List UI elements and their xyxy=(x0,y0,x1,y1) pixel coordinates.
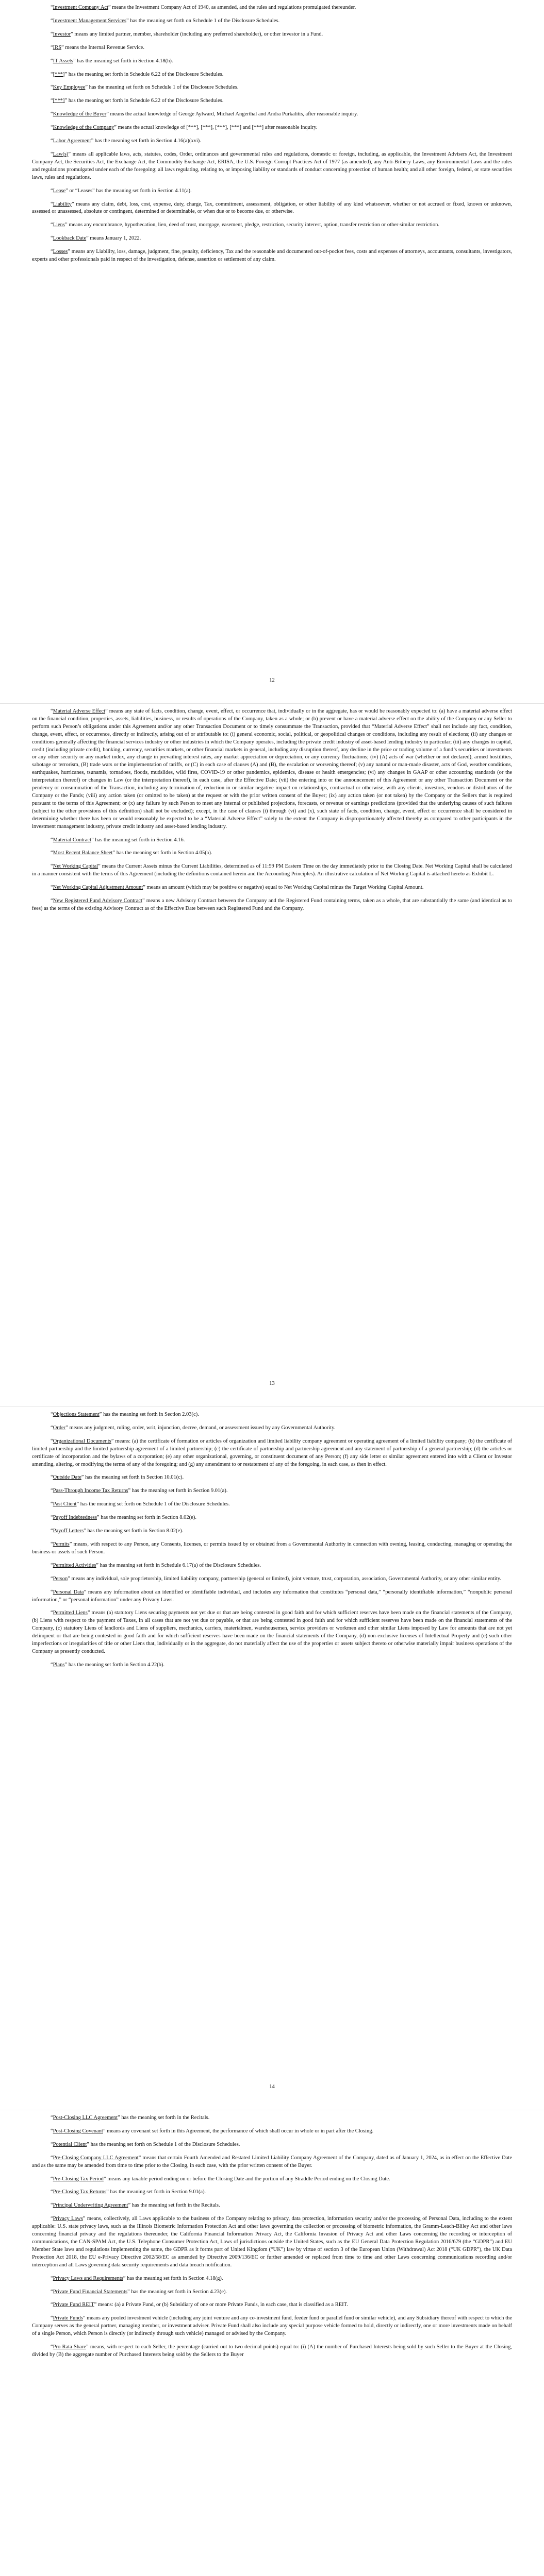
definition-paragraph: “Plans” has the meaning set forth in Section 4.22(b). xyxy=(51,1662,165,1668)
definition-paragraph: “Investor” means any limited partner, member, shareholder (including any preferred shareholder), or other investor in a Fund. xyxy=(51,31,323,37)
defined-term: Material Adverse Effect xyxy=(53,708,106,714)
definition-paragraph: “Principal Underwriting Agreement” has the meaning set forth in the Recitals. xyxy=(51,2202,220,2209)
definition-paragraph: “New Registered Fund Advisory Contract” means a new Advisory Contract between the Company and the Registered Fund containing terms, taken as a whole, that are substantially the same (and identical as to fees) as the terms of the existing Advisory Contract as of the Effective Date between such Registered Fund and the Company. xyxy=(32,898,512,911)
defined-term: Private Fund REIT xyxy=(53,2302,94,2308)
page-number: 13 xyxy=(269,1381,275,1387)
page-body xyxy=(32,2114,512,2359)
page-number: 12 xyxy=(269,677,275,684)
defined-term: Post-Closing Covenant xyxy=(53,2128,103,2134)
definition-paragraph: “Post-Closing Covenant” means any covenant set forth in this Agreement, the performance of which shall occur in whole or in part after the Closing. xyxy=(51,2128,374,2134)
definition-paragraph: “Investment Management Services” has the meaning set forth on Schedule 1 of the Disclosure Schedules. xyxy=(51,18,280,24)
defined-term: Payoff Letters xyxy=(53,1528,84,1534)
definition-paragraph: “Order” means any judgment, ruling, order, writ, injunction, decree, demand, or assessment issued by any Governmental Authority. xyxy=(51,1425,336,1431)
defined-term: Organizational Documents xyxy=(53,1438,111,1444)
defined-term: Liens xyxy=(53,222,65,228)
definition-paragraph: “Post-Closing LLC Agreement” has the meaning set forth in the Recitals. xyxy=(51,2115,210,2121)
page-number: 14 xyxy=(269,2084,275,2090)
defined-term: Lookback Date xyxy=(53,235,87,242)
defined-term: Principal Underwriting Agreement xyxy=(53,2202,128,2209)
defined-term: Personal Data xyxy=(53,1589,84,1595)
defined-term: Objections Statement xyxy=(53,1412,100,1417)
definition-paragraph: “Net Working Capital” means the Current Assets minus the Current Liabilities, determined as of 11:59 PM Eastern Time on the day immediately prior to the Closing Date. Net Working Capital shall be calculated in a manner consistent with the terms of this Agreement (including the definitions contained herein and the Accounting Principles). An illustrative calculation of Net Working Capital is attached hereto as Exhibit L. xyxy=(32,863,512,877)
definition-paragraph: “Payoff Letters” has the meaning set forth in Section 8.02(e). xyxy=(51,1528,184,1534)
definition-paragraph: “Outside Date” has the meaning set forth in Section 10.01(c). xyxy=(51,1475,184,1481)
definition-paragraph: “Most Recent Balance Sheet” has the meaning set forth in Section 4.05(a). xyxy=(51,850,212,856)
definition-paragraph: “Knowledge of the Buyer” means the actual knowledge of George Aylward, Michael Angerthal and Andra Purkalitis, after reasonable inquiry. xyxy=(51,111,358,117)
definition-paragraph: “Private Funds” means any pooled investment vehicle (including any joint venture and any co-investment fund, feeder fund or parallel fund or similar vehicle), and any Subsidiary thereof with respect to which the Company serves as the general partner, managing member, or investment adviser. Private Fund shall also include any special purpose vehicle formed to hold, directly or indirectly, one or more investments made on behalf of a single Person, which Person is directly (or indirectly through such vehicle) managed or advised by the Company. xyxy=(32,2315,512,2337)
page-15 xyxy=(0,2110,544,2576)
defined-term: Material Contract xyxy=(53,837,92,843)
defined-term: Outside Date xyxy=(53,1475,81,1481)
definition-paragraph: “Key Employee” has the meaning set forth on Schedule 1 of the Disclosure Schedules. xyxy=(51,84,239,91)
defined-term: Potential Client xyxy=(53,2141,87,2147)
page-body xyxy=(32,708,512,913)
definition-paragraph: “Net Working Capital Adjustment Amount” means an amount (which may be positive or negative) equal to Net Working Capital minus the Target Working Capital Amount. xyxy=(51,885,424,891)
definition-paragraph: “Investment Company Act” means the Investment Company Act of 1940, as amended, and the rules and regulations promulgated thereunder. xyxy=(51,5,356,10)
defined-term: Permits xyxy=(53,1541,70,1547)
page-14 xyxy=(0,1406,544,2110)
defined-term: Person xyxy=(53,1575,68,1582)
defined-term: Pre-Closing Company LLC Agreement xyxy=(53,2155,139,2161)
page-12 xyxy=(0,0,544,703)
definition-paragraph: “IT Assets” has the meaning set forth in Section 4.18(h). xyxy=(51,58,173,64)
defined-term: [***] xyxy=(53,71,65,77)
definition-paragraph: “Lookback Date” means January 1, 2022. xyxy=(51,235,141,242)
defined-term: Pass-Through Income Tax Returns xyxy=(53,1488,128,1494)
defined-term: Key Employee xyxy=(53,84,86,91)
definition-paragraph: “Organizational Documents” means: (a) the certificate of formation or articles of organization and limited liability company agreement or operating agreement of a limited liability company; (b) the certificate of limited partnership and the limited partnership agreement of a limited partnership; (c) the certificate of partnership and partnership agreement and any statement of partnership of a general partnership; (d) the articles or certificate of incorporation and the bylaws of a corporation; (e) any other organizational, governing, or constituent document of any Person; (f) any side letter or similar agreement entered into with a Client or Investor amending, altering, or modifying the terms of any of the foregoing; and (g) any amendment to or restatement of any of the foregoing, in each case, as then in effect. xyxy=(32,1438,512,1467)
defined-term: Net Working Capital Adjustment Amount xyxy=(53,885,143,891)
defined-term: Pre-Closing Tax Period xyxy=(53,2176,104,2182)
definition-paragraph: “Knowledge of the Company” means the actual knowledge of [***], [***], [***], [***] and [***] after reasonable inquiry. xyxy=(51,125,318,131)
defined-term: Most Recent Balance Sheet xyxy=(53,850,113,856)
defined-term: Liability xyxy=(53,201,72,207)
defined-term: Losses xyxy=(53,249,68,255)
definition-paragraph: “Material Contract” has the meaning set forth in Section 4.16. xyxy=(51,837,185,843)
definition-paragraph: “Private Fund Financial Statements” has the meaning set forth in Section 4.23(e). xyxy=(51,2289,227,2295)
definition-paragraph: “Permitted Activities” has the meaning set forth in Schedule 6.17(a) of the Disclosure Schedules. xyxy=(51,1562,261,1568)
defined-term: Investor xyxy=(53,31,71,37)
definition-paragraph: “[***]” has the meaning set forth in Schedule 6.22 of the Disclosure Schedules. xyxy=(51,71,224,77)
definition-paragraph: “[***]” has the meaning set forth in Schedule 6.22 of the Disclosure Schedules. xyxy=(51,98,224,104)
definition-paragraph: “Payoff Indebtedness” has the meaning set forth in Section 8.02(e). xyxy=(51,1515,196,1521)
defined-term: Past Client xyxy=(53,1501,77,1507)
page-body xyxy=(32,1411,512,1669)
definition-paragraph: “Losses” means any Liability, loss, damage, judgment, fine, penalty, deficiency, Tax and the reasonable and documented out-of-pocket fees, costs and expenses of attorneys, accountants, consultants, investigators, experts and other professionals paid in respect of the investigation, defense, assertion or settlement of any claim. xyxy=(32,249,512,263)
definition-paragraph: “Potential Client” has the meaning set forth on Schedule 1 of the Disclosure Schedules. xyxy=(51,2141,240,2147)
defined-term: Order xyxy=(53,1425,66,1431)
definition-paragraph: “Person” means any individual, sole proprietorship, limited liability company, partnership (general or limited), joint venture, trust, corporation, association, Governmental Authority, or any other similar entity. xyxy=(51,1575,501,1582)
defined-term: Labor Agreement xyxy=(53,138,91,144)
defined-term: Investment Management Services xyxy=(53,18,126,24)
definition-paragraph: “Pro Rata Share” means, with respect to each Seller, the percentage (carried out to two decimal points) equal to: (i) (A) the number of Purchased Interests being sold by such Seller to the Buyer at the Closing, divided by (B) the aggregate number of Purchased Interests being sold by the Sellers to the Buyer xyxy=(32,2344,512,2358)
definition-paragraph: “Pre-Closing Tax Period” means any taxable period ending on or before the Closing Date and the portion of any Straddle Period ending on the Closing Date. xyxy=(51,2176,390,2182)
defined-term: New Registered Fund Advisory Contract xyxy=(53,898,142,904)
definition-paragraph: “Permitted Liens” means (a) statutory Liens securing payments not yet due or that are being contested in good faith and for which sufficient reserves have been made on the financial statements of the Company, (b) Liens with respect to the payment of Taxes, in all cases that are not yet due or payable, or that are being contested in good faith and for which sufficient reserves have been made on the financial statements of the Company, (c) statutory Liens of landlords and Liens of suppliers, mechanics, carriers, materialmen, warehousemen, service providers or workmen and other similar Liens imposed by Law for amounts that are not yet delinquent or that are being contested in good faith and for which sufficient reserves have been made on the financial statements of the Company, (d) non-exclusive licenses of Intellectual Property and (e) such other imperfections or irregularities of title or other Liens that, individually or in the aggregate, do not materially affect the use of the properties or assets subject thereto or otherwise materially impair business operations of the Company as presently conducted. xyxy=(32,1610,512,1654)
defined-term: [***] xyxy=(53,98,65,104)
defined-term: Payoff Indebtedness xyxy=(53,1515,97,1521)
defined-term: Plans xyxy=(53,1662,65,1668)
defined-term: Permitted Liens xyxy=(53,1610,88,1616)
definition-paragraph: “Law(s)” means all applicable laws, acts, statutes, codes, Order, ordinances and governmental rules and regulations, domestic or foreign, including, as applicable, the Investment Advisers Act, the Investment Company Act, the Securities Act, the Exchange Act, the Commodity Exchange Act, ERISA, the U.S. Foreign Corrupt Practices Act of 1977 (as amended), any Anti-Bribery Laws, any Environmental Laws and the rules and regulations promulgated under each of the foregoing; all laws regulating, relating to, or imposing liability or standards of conduct concerning protection of human health; and all other foreign, federal, or state securities laws, rules and regulations. xyxy=(32,151,512,180)
defined-term: Knowledge of the Company xyxy=(53,125,114,131)
defined-term: Law(s) xyxy=(53,151,69,157)
defined-term: Private Funds xyxy=(53,2315,83,2321)
definition-paragraph: “Pass-Through Income Tax Returns” has the meaning set forth in Section 9.01(a). xyxy=(51,1488,228,1494)
defined-term: Privacy Laws xyxy=(53,2216,83,2222)
defined-term: Privacy Laws and Requirements xyxy=(53,2275,123,2281)
defined-term: Pro Rata Share xyxy=(53,2344,86,2350)
defined-term: Permitted Activities xyxy=(53,1562,96,1568)
definition-paragraph: “Liens” means any encumbrance, hypothecation, lien, deed of trust, mortgage, easement, pledge, restriction, security interest, option, transfer restriction or other similar restriction. xyxy=(51,222,440,228)
definition-paragraph: “Privacy Laws and Requirements” has the meaning set forth in Section 4.18(g). xyxy=(51,2275,223,2281)
defined-term: IT Assets xyxy=(53,58,73,64)
definition-paragraph: “Privacy Laws” means, collectively, all Laws applicable to the business of the Company relating to privacy, data protection, information security and/or the processing of Personal Data, including to the extent applicable: U.S. state privacy laws, such as the Illinois Biometric Information Protection Act and other laws governing the collection or processing of biometric information, the Gramm-Leach-Bliley Act and other laws concerning financial privacy and the regulations thereunder, the California Financial Information Privacy Act, the California Invasion of Privacy Act and other Laws concerning the recording or interception of communications, the CAN-SPAM Act, the U.S. Telephone Consumer Protection Act, Laws of jurisdictions outside the United States, such as the EU General Data Protection Regulation 2016/679 (the “GDPR”) and EU Member State laws and regulations implementing the same, the GDPR as it forms part of United Kingdom (“UK”) law by virtue of section 3 of the European Union (Withdrawal) Act 2018 (“UK GDPR”), the UK Data Protection Act 2018, the EU e-Privacy Directive 2002/58/EC as amended by Directive 2009/136/EC or further amended or replaced from time to time and other Laws concerning communications recording and/or interception and all Laws governing data security requirements and data breach notification. xyxy=(32,2216,512,2268)
definition-paragraph: “Pre-Closing Company LLC Agreement” means that certain Fourth Amended and Restated Limited Liability Company Agreement of the Company, dated as of January 1, 2024, as in effect on the Effective Date and as the same may be amended from time to time prior to the Closing, in each case, with the prior written consent of the Buyer. xyxy=(32,2155,512,2168)
defined-term: IRS xyxy=(53,44,62,50)
defined-term: Private Fund Financial Statements xyxy=(53,2289,128,2295)
definition-paragraph: “Past Client” has the meaning set forth on Schedule 1 of the Disclosure Schedules. xyxy=(51,1501,230,1507)
defined-term: Investment Company Act xyxy=(53,5,108,10)
definition-paragraph: “Lease” or “Leases” has the meaning set forth in Section 4.11(a). xyxy=(51,188,192,194)
definition-paragraph: “Objections Statement” has the meaning set forth in Section 2.03(c). xyxy=(51,1412,199,1417)
definition-paragraph: “Labor Agreement” has the meaning set forth in Section 4.16(a)(xvi). xyxy=(51,138,201,144)
definition-paragraph: “Material Adverse Effect” means any state of facts, condition, change, event, effect, or occurrence that, individually or in the aggregate, has or would be reasonably expected to: (a) have a material adverse effect on the financial condition, properties, assets, liabilities, business, or results of operations of the Company, taken as a whole; or (b) prevent or have a material adverse effect on the ability of the Company or any Seller to perform such Person’s obligations under this Agreement and/or any other Transaction Document or to timely consummate the Transaction, provided that “Material Adverse Effect” shall not include any fact, condition, change, event, effect, or occurrence, directly or indirectly, arising out of or attributable to: (i) general economic, social, political, or geopolitical changes or conditions, including any result of elections; (ii) any changes or conditions generally affecting the financial services industry or other industries in which the Company operates, including the private credit industry of asset-based lending industry in particular; (iii) any changes in capital, credit (including private credit), banking, currency, securities markets, or other financial markets in general, including any disruption thereof, any decline in the price or trading volume of a fund’s securities or investments or any other security or any market index, any change in prevailing interest rates, any market appreciation or depreciation, or any currency fluctuations; (iv) (A) acts of war (whether or not declared), armed hostilities, sabotage or terrorism, (B) trade wars or the implementation of tariffs, or (C) in each case of clauses (A) and (B), the escalation or worsening thereof; (v) any natural or man-made disaster, acts of God, weather conditions, earthquakes, hurricanes, tsunamis, tornadoes, floods, mudslides, wild fires, COVID-19 or other pandemics, epidemics, disease or health emergencies; (vi) any changes in GAAP or other accounting standards (or the interpretation thereof) or changes in Law (or the interpretation thereof), in each case, after the Effective Date; (vii) the entering into or the announcement of this Agreement or any other Transaction Document or the pendency or consummation of the Transaction, including any termination of, reduction in or similar negative impact on relationships, contractual or otherwise, with any clients, investors, vendors or distributors of the Company or the Funds; (viii) any action taken (or omitted to be taken) at the request or with the prior written consent of the Buyer; (ix) any action taken (or not taken) by the Company or the Sellers that is required pursuant to the terms of this Agreement; or (x) any failure by such Person to meet any internal or published projections, forecasts, or revenue or earnings predictions (provided that the underlying causes of such failures (subject to the other provisions of this definition) shall not be excluded); except, in the case of clauses (i) through (vi) and (x), such state of facts, condition, change, event, effect or occurrence shall be considered in determining whether there has been or would reasonably be expected to be a “Material Adverse Effect” solely to the extent the Company is disproportionately affected thereby as compared to other participants in the investment management industry, private credit industry and asset-based lending industry. xyxy=(32,708,512,829)
defined-term: Knowledge of the Buyer xyxy=(53,111,107,117)
definition-paragraph: “Personal Data” means any information about an identified or identifiable individual, and includes any information that constitutes “personal data,” “personally identifiable information,” “nonpublic personal information,” or “personal information” under any Privacy Laws. xyxy=(32,1589,512,1603)
page-13 xyxy=(0,703,544,1406)
defined-term: Pre-Closing Tax Returns xyxy=(53,2189,107,2195)
definition-paragraph: “Pre-Closing Tax Returns” has the meaning set forth in Section 9.01(a). xyxy=(51,2189,206,2195)
page-body xyxy=(32,4,512,264)
definition-paragraph: “Liability” means any claim, debt, loss, cost, expense, duty, charge, Tax, commitment, assessment, obligation, or other liability of any kind whatsoever, whether or not accrued or fixed, known or unknown, assessed or unassessed, absolute or contingent, determined or determinable, or when due or to become due, or otherwise. xyxy=(32,201,512,215)
definition-paragraph: “IRS” means the Internal Revenue Service. xyxy=(51,44,144,50)
defined-term: Lease xyxy=(53,188,66,194)
defined-term: Post-Closing LLC Agreement xyxy=(53,2115,118,2121)
defined-term: Net Working Capital xyxy=(53,863,98,870)
definition-paragraph: “Private Fund REIT” means: (a) a Private Fund, or (b) Subsidiary of one or more Private Funds, in each case, that is classified as a REIT. xyxy=(51,2302,348,2308)
definition-paragraph: “Permits” means, with respect to any Person, any Consents, licenses, or permits issued by or obtained from a Governmental Authority in connection with owning, leasing, conducting, managing or operating the business or assets of such Person. xyxy=(32,1541,512,1555)
